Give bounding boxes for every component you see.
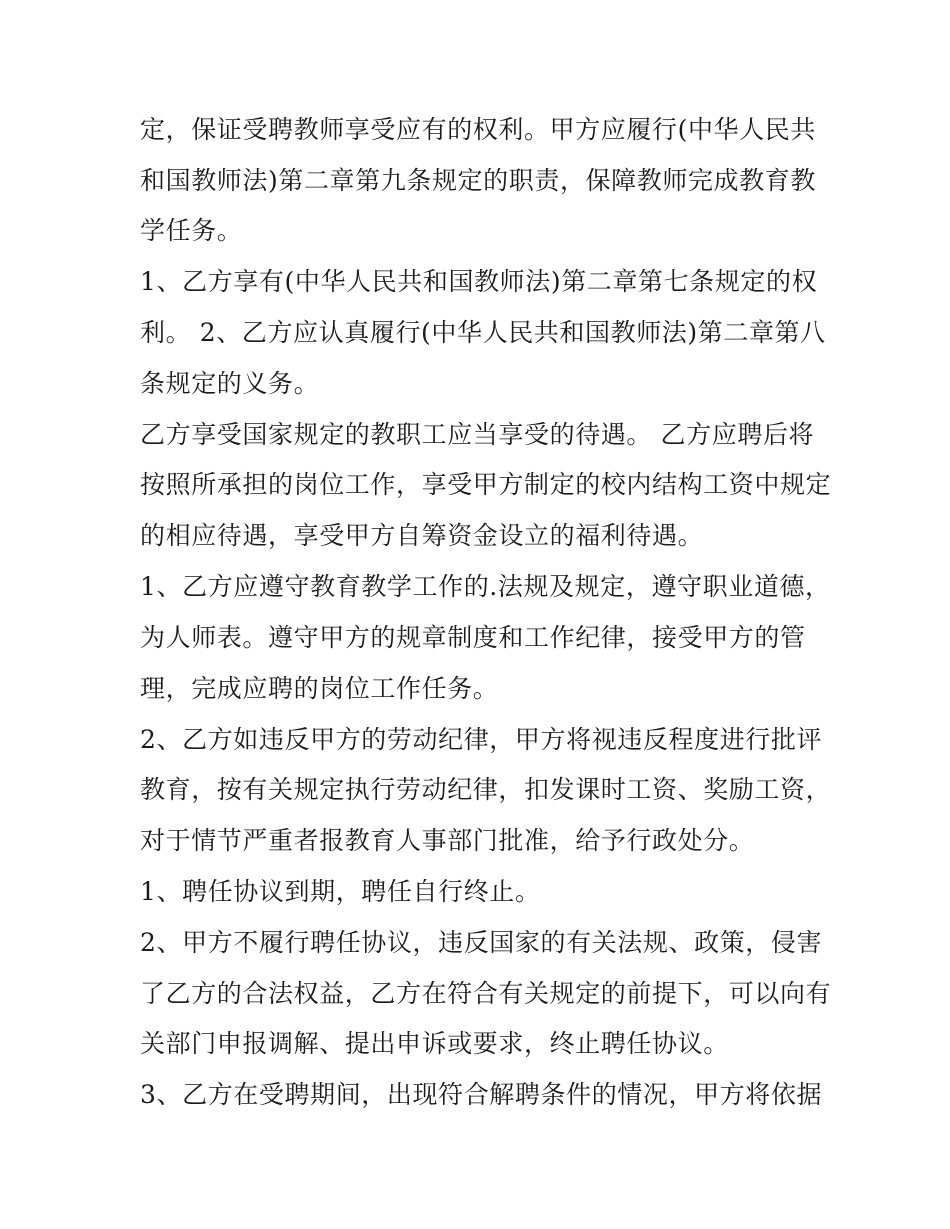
text-line: 对于情节严重者报教育人事部门批准，给予行政处分。: [140, 826, 755, 855]
text-line: 按照所承担的岗位工作，享受甲方制定的校内结构工资中规定: [140, 470, 832, 499]
text-line: 利。 2、乙方应认真履行(中华人民共和国教师法)第二章第八: [140, 318, 826, 347]
text-line: 学任务。: [140, 216, 243, 245]
text-line: 的相应待遇，享受甲方自筹资金设立的福利待遇。: [140, 521, 704, 550]
text-line: 3、乙方在受聘期间，出现符合解聘条件的情况，甲方将依据: [140, 1080, 823, 1109]
text-line: 2、乙方如违反甲方的劳动纪律，甲方将视违反程度进行批评: [140, 725, 823, 754]
text-line: 理，完成应聘的岗位工作任务。: [140, 674, 499, 703]
text-line: 乙方享受国家规定的教职工应当享受的待遇。 乙方应聘后将: [140, 420, 815, 449]
text-line: 2、甲方不履行聘任协议，违反国家的有关法规、政策，侵害: [140, 928, 823, 957]
text-line: 了乙方的合法权益，乙方在符合有关规定的前提下，可以向有: [140, 979, 832, 1008]
text-line: 教育，按有关规定执行劳动纪律，扣发课时工资、奖励工资，: [140, 775, 832, 804]
text-line: 和国教师法)第二章第九条规定的职责，保障教师完成教育教: [140, 166, 816, 195]
text-line: 1、聘任协议到期，聘任自行终止。: [140, 877, 541, 906]
text-line: 1、乙方应遵守教育教学工作的.法规及规定，遵守职业道德，: [140, 572, 831, 601]
text-line: 为人师表。遵守甲方的规章制度和工作纪律，接受甲方的管: [140, 623, 806, 652]
text-line: 1、乙方享有(中华人民共和国教师法)第二章第七条规定的权: [140, 267, 818, 296]
text-line: 条规定的义务。: [140, 369, 320, 398]
text-line: 定，保证受聘教师享受应有的权利。甲方应履行(中华人民共: [140, 115, 816, 144]
text-line: 关部门申报调解、提出申诉或要求，终止聘任协议。: [140, 1029, 729, 1058]
